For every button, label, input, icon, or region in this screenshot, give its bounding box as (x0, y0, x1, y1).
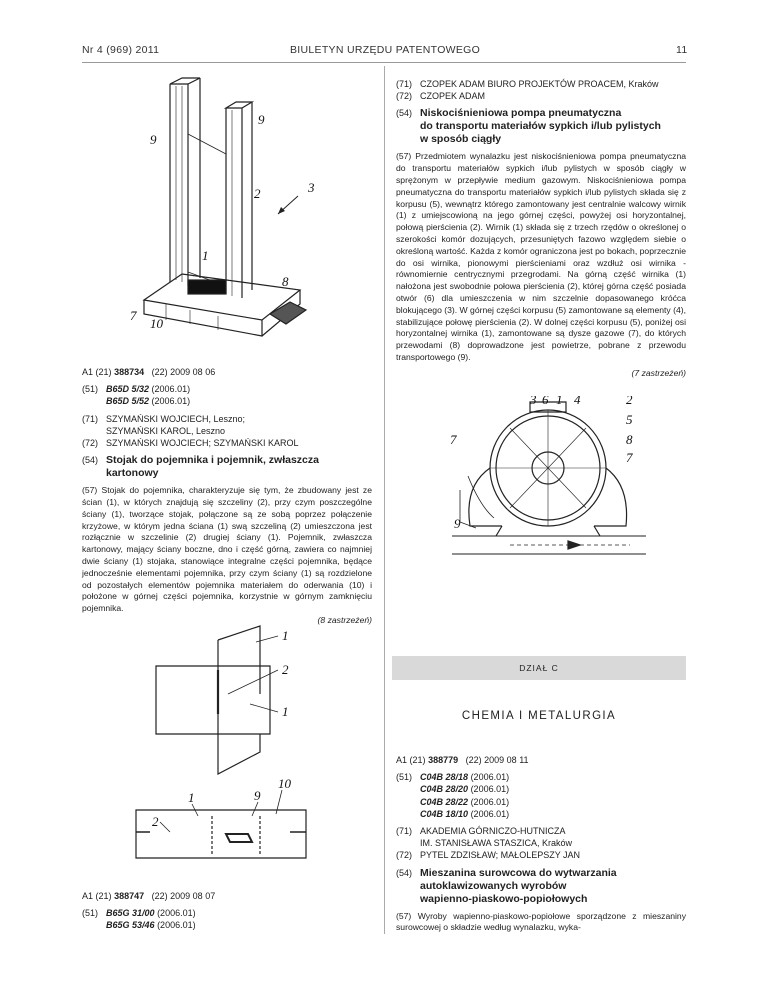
ipc-version: (2006.01) (470, 772, 510, 783)
applicant: SZYMAŃSKI WOJCIECH, Leszno; (106, 413, 246, 424)
ipc-version: (2006.01) (157, 908, 196, 919)
filing-date: 2009 08 11 (484, 755, 529, 765)
patent-title: Niskociśnieniowa pompa pneumatyczna (420, 107, 622, 120)
fig2-label-2: 2 (626, 396, 633, 407)
abstract (396, 151, 686, 363)
fig3-label-2b: 2 (152, 814, 159, 829)
filing-date: 2009 08 07 (170, 891, 216, 901)
ipc-line (82, 907, 372, 931)
code-51: (51) (396, 772, 413, 783)
ipc-version: (2006.01) (470, 796, 510, 807)
applicant: IM. STANISŁAWA STASZICA, Kraków (420, 838, 573, 849)
abstract (82, 485, 372, 615)
fig3-label-10: 10 (278, 776, 291, 791)
figure-stand-perspective (130, 74, 330, 340)
bib-line-21 (82, 366, 372, 378)
a1-kind: A1 (82, 891, 94, 901)
code-54: (54) (82, 455, 99, 466)
inventor-line (396, 849, 686, 861)
code-57: (57) (82, 485, 98, 496)
header-rule (82, 62, 686, 63)
ipc-class: C04B 28/20 (420, 784, 469, 795)
ipc-class: C04B 28/22 (420, 796, 469, 807)
abstract-text: Przedmiotem wynalazku jest niskociśnieniowa pompa pneumatyczna do transportu materiałów sypkich i/lub pylistych w sposób ciągły w sprężonym w przepływie medium gazowym. Niskociśnieniowa pompa pneumatyczna do transportu materiałów sypkich i/lub pylistych składa się z korpusu (5), wewnątrz którego zamontowany jest centralnie walcowy wirnik (1) z umiejscowioną na jego górnej części, powyżej osi horyzontalnej, połową pierścienia (2). Wirnik (1) składa się z trzech rzędów o określonej o szerokości komór dozujących, przesuniętych fazowo względem siebie o określoną wartość. Każda z komór ograniczona jest po bokach, poprzecznie do osi wirnika, pionowymi pierścieniami oraz wzdłuż osi wirnika - równomiernie centrycznymi przegrodami. Na górną część wirnika (1) nałożona jest swobodnie połowa pierścienia (2), której górna część posiada otwór (6) dla umieszczenia w nim szczelnie dopasowanego króćca blokującego (3). W górnej części korpusu (5) zamontowane są elementy (4), stabilizujące połowę pierścienia (2). W dolnej części korpusu (5), poniżej osi horyzontalnej wirnika (1), zamontowane są dysze gazowe (7), do których przewodami (8) doprowadzone jest powietrze, pobrane z przewodu transportowego (9). (396, 151, 687, 362)
ipc-class: C04B 28/18 (420, 772, 469, 783)
patent-title: Mieszanina surowcowa do wytwarzania (420, 866, 617, 879)
fig3-label-1b: 1 (282, 704, 289, 719)
bib-line-21 (82, 890, 372, 902)
code-72: (72) (82, 438, 99, 449)
a1-kind: A1 (396, 755, 408, 765)
fig2-label-9: 9 (454, 516, 461, 531)
fig2-label-5: 5 (626, 412, 633, 427)
code-51: (51) (82, 908, 99, 919)
title-line (82, 454, 372, 480)
code-54: (54) (396, 867, 413, 878)
code-71: (71) (396, 826, 413, 837)
applicant-line (396, 825, 686, 849)
application-number: 388747 (114, 891, 145, 901)
applicant: SZYMAŃSKI KAROL, Leszno (106, 425, 226, 436)
ipc-version: (2006.01) (470, 784, 510, 795)
inventors: SZYMAŃSKI WOJCIECH; SZYMAŃSKI KAROL (106, 438, 299, 449)
patent-title: wapienno-piaskowo-popiołowych (420, 892, 588, 905)
fig2-label-1: 1 (556, 396, 563, 407)
applicant: CZOPEK ADAM BIURO PROJEKTÓW PROACEM, Kraków (420, 79, 659, 89)
inventors: CZOPEK ADAM (420, 91, 486, 102)
applicant-line (82, 413, 372, 437)
application-number: 388734 (114, 367, 145, 377)
fig2-label-7: 7 (450, 432, 457, 447)
claims-count: (7 zastrzeżeń) (631, 367, 686, 378)
entry-388747 (82, 890, 372, 932)
journal-title: BIULETYN URZĘDU PATENTOWEGO (290, 44, 481, 56)
fig1-label-2: 2 (254, 186, 261, 201)
code-71: (71) (82, 413, 99, 424)
entry-388779 (396, 754, 686, 934)
code-57: (57) (396, 910, 412, 921)
fig3-label-9: 9 (254, 788, 261, 803)
abstract (396, 911, 686, 935)
ipc-class: B65G 31/00 (106, 908, 155, 919)
a1-kind: A1 (82, 367, 94, 377)
code-51: (51) (82, 384, 99, 395)
patent-title: kartonowy (106, 467, 159, 480)
title-line (396, 867, 686, 906)
ipc-version: (2006.01) (157, 920, 196, 931)
abstract-text: Wyroby wapienno-piaskowo-popiołowe sporządzone z mieszaniny surowcowej o składzie według wynalazku, wyka- (396, 910, 687, 933)
title-line (396, 107, 686, 146)
code-72: (72) (396, 91, 413, 102)
section-title: CHEMIA I METALURGIA (461, 710, 617, 722)
fig2-label-4: 4 (574, 396, 581, 407)
code-54: (54) (396, 108, 413, 119)
filing-date: 2009 08 06 (170, 367, 216, 377)
patent-title: w sposób ciągły (420, 133, 502, 146)
ipc-version: (2006.01) (470, 808, 510, 819)
patent-title: autoklawizowanych wyrobów (420, 879, 567, 892)
fig1-label-9a: 9 (150, 132, 157, 147)
fig2-label-7b: 7 (626, 450, 633, 465)
ipc-line (396, 771, 686, 820)
fig1-label-10: 10 (150, 316, 163, 331)
fig1-label-7: 7 (130, 308, 137, 323)
ipc-class: B65D 5/52 (106, 396, 150, 407)
code-22: (22) (465, 755, 482, 765)
section-label: DZIAŁ C (392, 656, 686, 680)
applicant: AKADEMIA GÓRNICZO-HUTNICZA (420, 826, 566, 837)
column-divider (384, 66, 385, 934)
code-22: (22) (151, 367, 168, 377)
entry-388734 (82, 366, 372, 627)
code-72: (72) (396, 850, 413, 861)
ipc-class: B65D 5/32 (106, 384, 150, 395)
code-21: (21) (409, 755, 426, 765)
inventor-line (82, 437, 372, 449)
bib-line-21 (396, 754, 686, 766)
code-22: (22) (151, 891, 168, 901)
patent-title: do transportu materiałów sypkich i/lub pylistych (420, 120, 661, 133)
code-21: (21) (95, 367, 112, 377)
fig3-label-1c: 1 (188, 790, 195, 805)
fig1-label-3: 3 (308, 180, 315, 195)
fig2-label-3: 3 (530, 396, 537, 407)
fig3-label-1: 1 (282, 628, 289, 643)
issue-number: Nr 4 (969) 2011 (82, 44, 160, 56)
ipc-class: B65G 53/46 (106, 920, 155, 931)
page-number: 11 (676, 44, 688, 56)
fig1-label-8: 8 (282, 274, 289, 289)
ipc-version: (2006.01) (151, 396, 191, 407)
ipc-version: (2006.01) (151, 384, 191, 395)
claims-count: (8 zastrzeżeń) (317, 614, 372, 625)
code-57: (57) (396, 151, 412, 162)
patent-title: Stojak do pojemnika i pojemnik, zwłaszcza (106, 454, 319, 467)
inventors: PYTEL ZDZISŁAW; MAŁOLEPSZY JAN (420, 850, 581, 861)
fig1-label-9b: 9 (258, 112, 265, 127)
application-number: 388779 (428, 755, 459, 765)
figure-stand-walls (130, 624, 330, 876)
entry-pneumatic-pump (396, 78, 686, 380)
applicant-line (396, 78, 686, 90)
inventor-line (396, 90, 686, 102)
ipc-class: C04B 18/10 (420, 808, 469, 819)
fig2-label-6: 6 (542, 396, 549, 407)
code-71: (71) (396, 79, 413, 89)
ipc-line (82, 383, 372, 407)
fig1-label-1: 1 (202, 248, 209, 263)
code-21: (21) (95, 891, 112, 901)
figure-pump-section (450, 396, 650, 568)
fig3-label-2: 2 (282, 662, 289, 677)
fig2-label-8: 8 (626, 432, 633, 447)
abstract-text: Stojak do pojemnika, charakteryzuje się tym, że zbudowany jest ze ścian (1), w których znajdują się szczeliny (2), przy czym poszczególne ściany (1), tworzące stojak, połączone są ze sobą poprzez połączenie krzyżowe, w którym jedna ściana (1) swą szczeliną (2) umieszczona jest rozłącznie w szczelinie (2) drugiej ściany (1). Pojemnik, zwłaszcza kartonowy, mający ściany boczne, dno i część górną, zawiera co najmniej dwie ściany (1) stojaka, stanowiące integralne części pojemnika, będące jednocześnie elementami pojemnika, przy czym ściany (1) są rozdzielone od pozostałych elementów pojemnika materiałem do oderwania (10) i położone w górnej części pojemnika, korzystnie w górnym zamknięciu pojemnika. (82, 485, 372, 614)
